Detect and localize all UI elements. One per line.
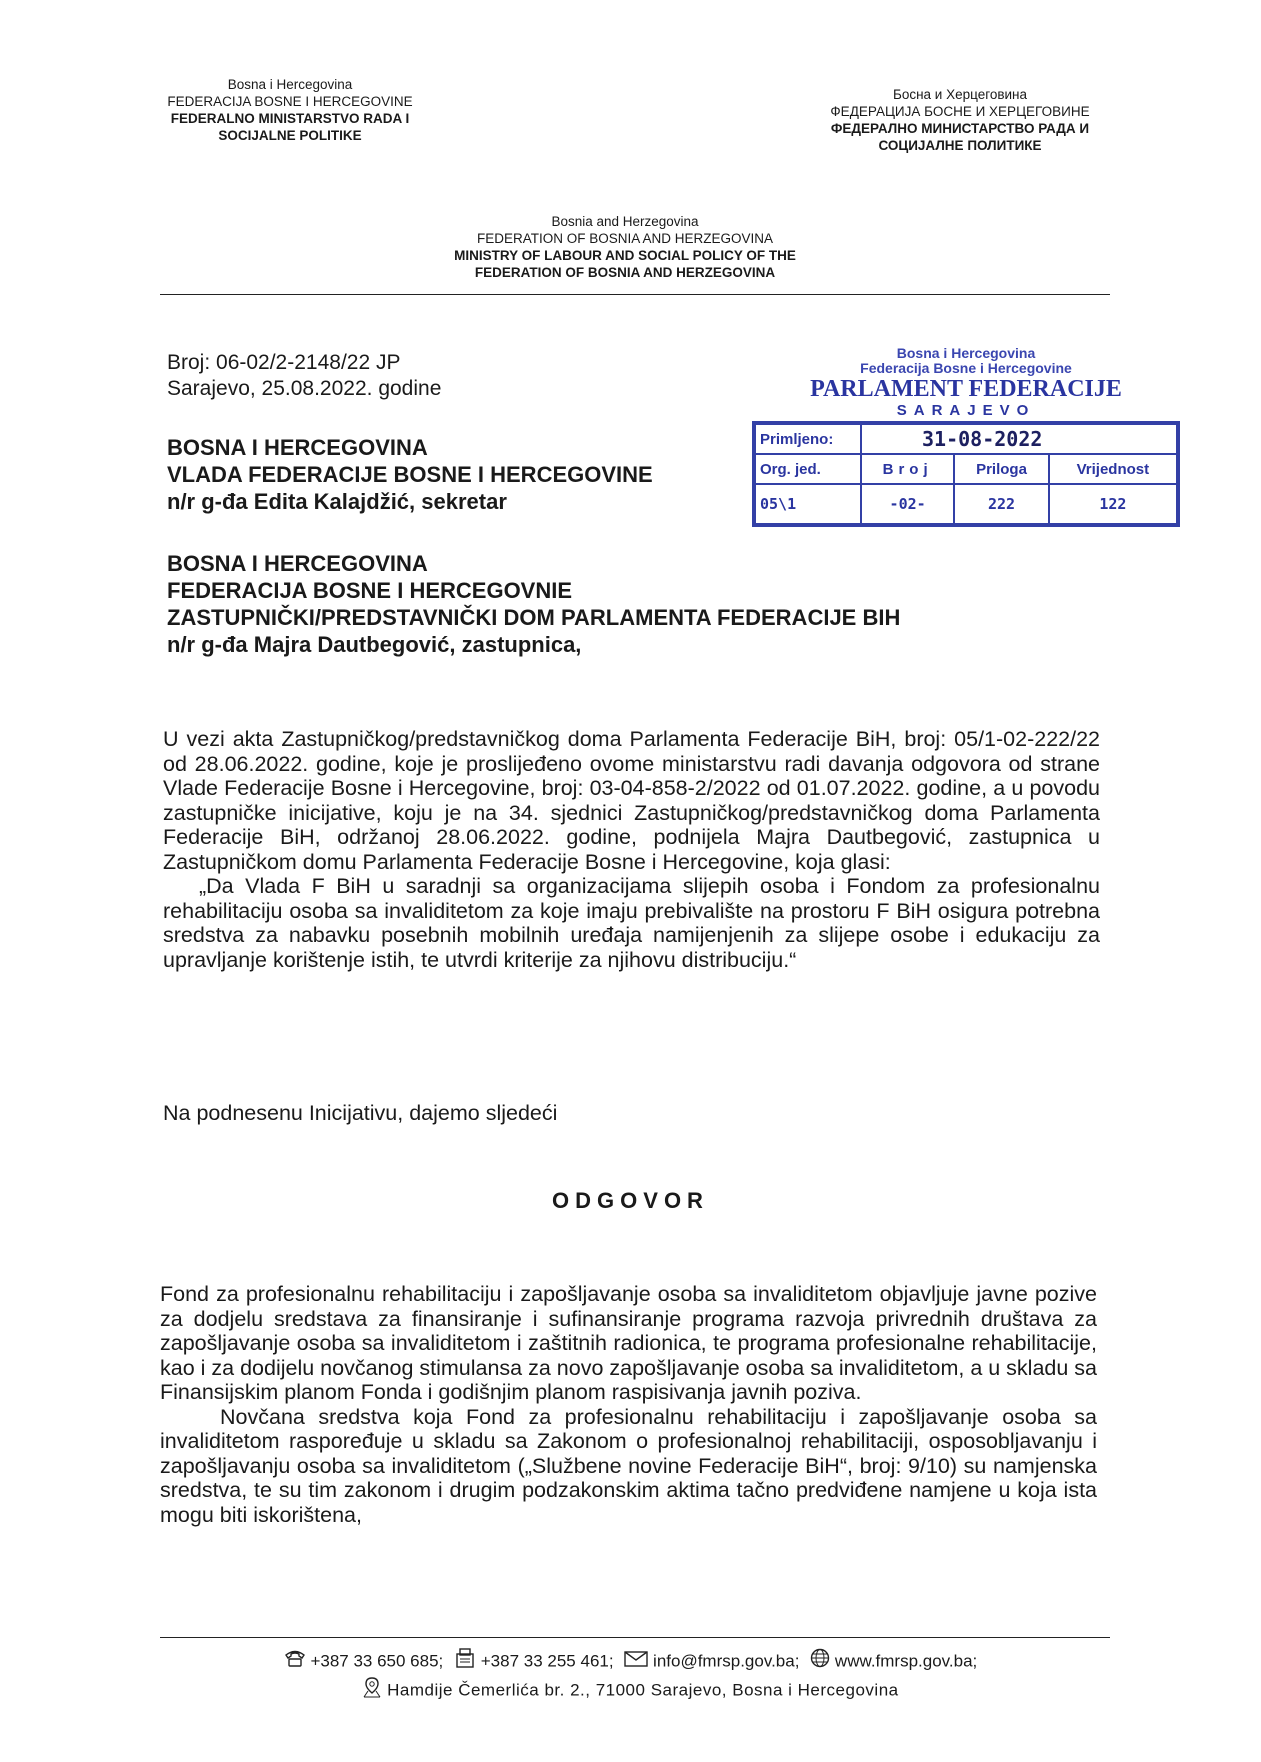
addressee2-line4: n/r g-đa Majra Dautbegović, zastupnica,: [167, 632, 582, 657]
header-center: [400, 213, 850, 281]
footer: [0, 1648, 1261, 1706]
stamp-line1: Bosna i Hercegovina: [896, 345, 1036, 361]
header-left-line4: SOCIJALNE POLITIKE: [218, 128, 362, 143]
header-center-line1: Bosnia and Herzegovina: [551, 214, 699, 229]
lead-sentence: Na podnesenu Inicijativu, dajemo sljedeći: [163, 1101, 558, 1125]
response-heading: ODGOVOR: [552, 1188, 709, 1213]
answer-paragraph-1: Fond za profesionalnu rehabilitaciju i zapošljavanje osoba sa invaliditetom objavljuje javne pozive za dodjelu sredstava za finansiranje i sufinansiranje programa razvoja privrednih društava za zapošljavanje osoba sa invaliditetom i zaštitnih radionica, te programa profesionalne rehabilitacije, kao i za dodijelu novčanog stimulansa za novo zapošljavanje osoba sa invaliditetom, a u skladu sa Finansijskim planom Fonda i godišnjim planom raspisivanja javnih poziva.: [160, 1282, 1098, 1404]
stamp-col-broj: Broj: [861, 454, 954, 484]
footer-phone: +387 33 650 685;: [310, 1651, 444, 1671]
document-meta: [167, 350, 587, 402]
stamp-val-vrijednost: 122: [1049, 484, 1177, 524]
header-left: [140, 76, 440, 144]
addressee-parliament: [167, 550, 1067, 658]
received-stamp: [752, 346, 1180, 527]
stamp-val-priloga: 222: [954, 484, 1049, 524]
footer-address: Hamdije Čemerlića br. 2., 71000 Sarajevo, Bosna i Hercegovina: [387, 1680, 899, 1700]
addressee1-line3: n/r g-đa Edita Kalajdžić, sekretar: [167, 489, 507, 514]
footer-email[interactable]: info@fmrsp.gov.ba;: [653, 1651, 800, 1671]
footer-fax: +387 33 255 461;: [480, 1651, 614, 1671]
stamp-col-priloga: Priloga: [954, 454, 1049, 484]
stamp-col-vrijednost: Vrijednost: [1049, 454, 1177, 484]
stamp-val-orgjed: 05\1: [755, 484, 861, 524]
stamp-val-broj: -02-: [861, 484, 954, 524]
stamp-line2: Federacija Bosne i Hercegovine: [860, 360, 1072, 376]
footer-web[interactable]: www.fmrsp.gov.ba;: [834, 1651, 978, 1671]
header-right-line3: ФЕДЕРАЛНО МИНИСТАРСТВО РАДА И: [830, 121, 1090, 136]
body-intro-block: [163, 727, 1100, 972]
phone-icon: [284, 1649, 306, 1675]
answer-paragraph-2: Novčana sredstva koja Fond za profesionalnu rehabilitaciju i zapošljavanje osoba sa invaliditetom raspoređuje u skladu sa Zakonom o profesionalnoj rehabilitaciji, osposobljavanju i zapošljavanju osoba sa invaliditetom („Službene novine Federacije BiH“, broj: 9/10) su namjenska sredstva, te su tim zakonom i drugim podzakonskim aktima tačno predviđene namjene u koja ista mogu biti iskorištena,: [160, 1404, 1097, 1527]
header-right-line1: Босна и Херцеговина: [892, 87, 1028, 102]
initiative-quote: „Da Vlada F BiH u saradnji sa organizacijama slijepih osoba i Fondom za profesionalnu rehabilitaciju osoba sa invaliditetom za koje imaju prebivalište na prostoru F BiH osigura potrebna sredstva za nabavku posebnih mobilnih uređaja namijenjenih za slijepe osobe i edukaciju za upravljanje korištenje istih, te utvrdi kriterije za njihovu distribuciju.“: [163, 874, 1100, 972]
header-divider: [160, 294, 1110, 295]
addressee2-line2: FEDERACIJA BOSNE I HERCEGOVNIE: [167, 578, 573, 603]
footer-address-line: [0, 1676, 1261, 1706]
stamp-line3: PARLAMENT FEDERACIJE: [810, 376, 1122, 402]
document-place-date: Sarajevo, 25.08.2022. godine: [167, 377, 442, 400]
intro-paragraph: U vezi akta Zastupničkog/predstavničkog doma Parlamenta Federacije BiH, broj: 05/1-02-222/22 od 28.06.2022. godine, koje je proslijeđeno ovome ministarstvu radi davanja odgovora od strane Vlade Federacije Bosne i Hercegovine, broj: 03-04-858-2/2022 od 01.07.2022. godine, a u povodu zastupničke inicijative, koju je na 34. sjednici Zastupničkog/predstavničkog doma Parlamenta Federacije BiH, održanoj 28.06.2022. godine, podnijela Majra Dautbegović, zastupnica u Zastupničkom domu Parlamenta Federacije Bosne i Hercegovine, koja glasi:: [163, 727, 1100, 874]
stamp-box: [752, 421, 1180, 527]
header-right: [790, 86, 1130, 154]
document-number: Broj: 06-02/2-2148/22 JP: [167, 351, 401, 374]
header-left-line1: Bosna i Hercegovina: [227, 77, 353, 92]
header-left-line2: FEDERACIJA BOSNE I HERCEGOVINE: [167, 94, 413, 109]
header-right-line4: СОЦИЈАЛНЕ ПОЛИТИКЕ: [878, 138, 1042, 153]
stamp-primljeno-label: Primljeno:: [755, 424, 861, 454]
footer-contacts: [0, 1648, 1261, 1676]
addressee1-line2: VLADA FEDERACIJE BOSNE I HERCEGOVINE: [167, 462, 653, 487]
email-icon: [624, 1649, 648, 1675]
header-left-line3: FEDERALNO MINISTARSTVO RADA I: [170, 111, 410, 126]
stamp-col-orgjed: Org. jed.: [755, 454, 861, 484]
addressee2-line1: BOSNA I HERCEGOVINA: [167, 551, 428, 576]
header-center-line2: FEDERATION OF BOSNIA AND HERZEGOVINA: [476, 231, 774, 246]
body-answer-block: [160, 1282, 1097, 1527]
stamp-line4: SARAJEVO: [896, 402, 1036, 419]
stamp-primljeno-value: 31-08-2022: [861, 424, 1177, 454]
fax-icon: [454, 1648, 476, 1676]
addressee1-line1: BOSNA I HERCEGOVINA: [167, 435, 428, 460]
globe-icon: [810, 1648, 830, 1676]
header-center-line4: FEDERATION OF BOSNIA AND HERZEGOVINA: [474, 265, 776, 280]
addressee2-line3: ZASTUPNIČKI/PREDSTAVNIČKI DOM PARLAMENTA FEDERACIJE BIH: [167, 605, 901, 630]
header-right-line2: ФЕДЕРАЦИЈА БОСНЕ И ХЕРЦЕГОВИНЕ: [830, 104, 1090, 119]
header-center-line3: MINISTRY OF LABOUR AND SOCIAL POLICY OF THE: [454, 248, 796, 263]
footer-divider: [160, 1637, 1110, 1638]
location-icon: [362, 1676, 382, 1706]
addressee-government: [167, 434, 767, 515]
